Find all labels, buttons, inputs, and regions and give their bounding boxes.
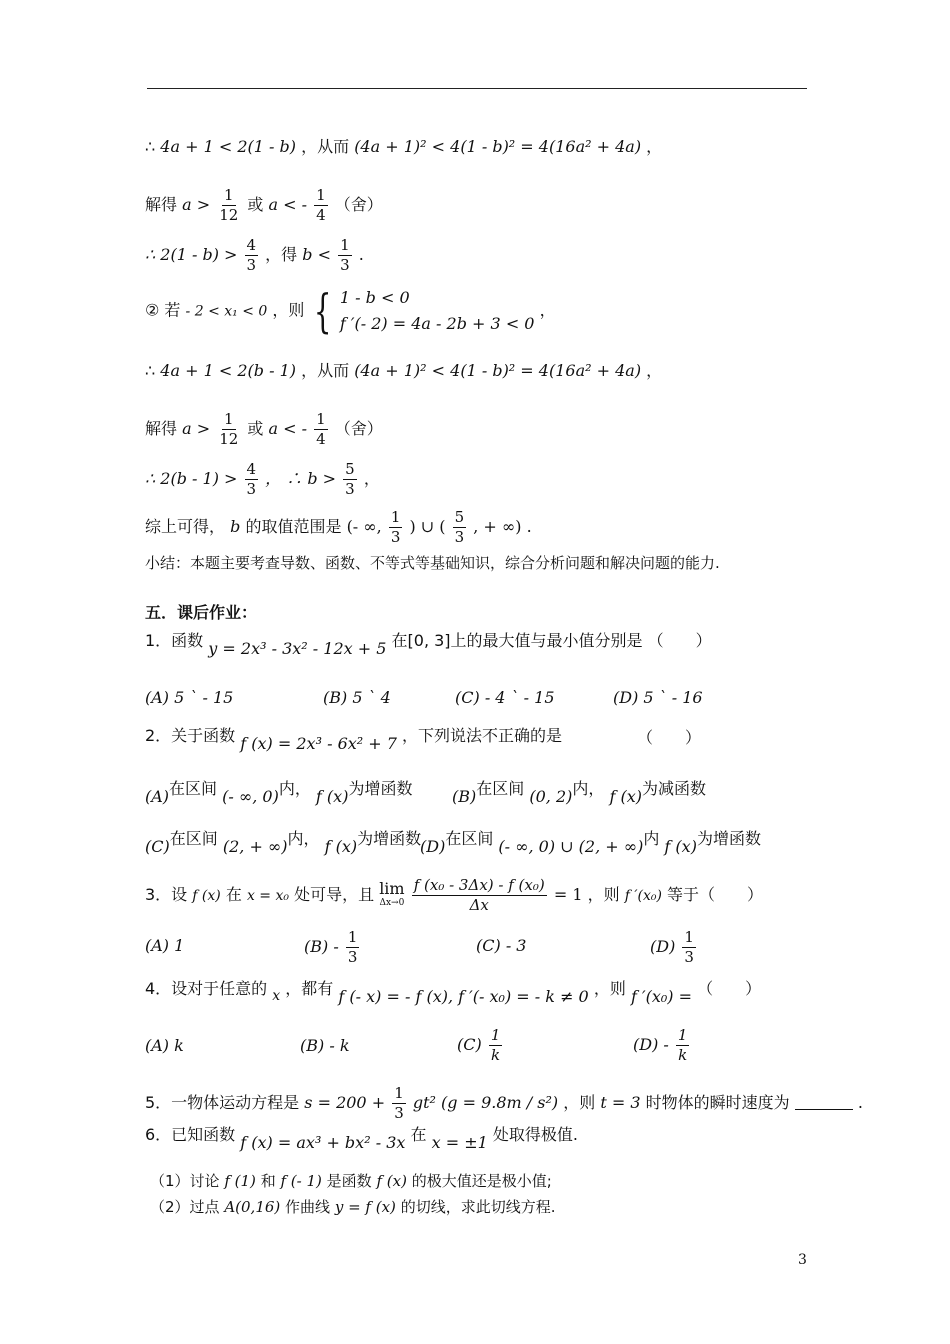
fraction: $\frac{1}{3}$ [340, 236, 350, 274]
left-brace: { [313, 284, 331, 338]
summary-text: 小结：本题主要考查导数、函数、不等式等基础知识，综合分析问题和解决问题的能力. [145, 554, 720, 572]
fraction: $\frac{4}{3}$ [246, 460, 257, 498]
q1-option-c: (C) - 4 ` - 15 [455, 688, 555, 707]
derivation-line-6: 解得 a > $\frac{1}{12}$ 或 a < - $\frac{1}{4}$ （舍） [145, 410, 383, 448]
fraction: $\frac{5}{3}$ [345, 460, 355, 498]
question-6-part-2: （2）过点 A(0,16) 作曲线 y = f (x) 的切线，求此切线方程. [150, 1198, 556, 1216]
fraction: $\frac{1}{4}$ [316, 410, 326, 448]
therefore-symbol: ∴ [145, 137, 161, 156]
fraction: $\frac{1}{12}$ [219, 186, 239, 224]
fraction: $\frac{1}{4}$ [316, 186, 326, 224]
equation-system: 1 - b < 0 f ′(- 2) = 4a - 2b + 3 < 0 [339, 288, 535, 333]
derivation-line-3: ∴ 2(1 - b) > $\frac{4}{3}$ ，得 b < $\frac{1}{3}$ . [145, 236, 364, 274]
q4-option-d: (D) - $\frac{1}{k}$ [633, 1026, 688, 1064]
derivation-line-7: ∴ 2(b - 1) > $\frac{4}{3}$ ， ∴ b > $\frac{5}{3}$ ， [145, 460, 380, 498]
inequality: (4a + 1)² < 4(1 - b)² = 4(16a² + 4a) [354, 137, 642, 156]
question-4: 4．设对于任意的 x ，都有 f (- x) = - f (x), f ′(- x₀) = - k ≠ 0 ，则 f ′(x₀) = （ ） [145, 979, 762, 1006]
question-5: 5．一物体运动方程是 s = 200 + $\frac{1}{3}$ gt² (g = 9.8m / s²) ，则 t = 3 时物体的瞬时速度为 . [145, 1084, 863, 1122]
q3-option-d: (D) $\frac{1}{3}$ [650, 928, 694, 966]
inequality: 4a + 1 < 2(1 - b) [160, 137, 296, 156]
q4-option-c: (C) $\frac{1}{k}$ [457, 1026, 501, 1064]
q2-option-d: (D)在区间 (- ∞, 0) ∪ (2, + ∞)内 f (x)为增函数 [420, 829, 761, 856]
q1-option-d: (D) 5 ` - 16 [613, 688, 703, 707]
derivation-line-5: ∴ 4a + 1 < 2(b - 1) ，从而 (4a + 1)² < 4(1 - b)² = 4(16a² + 4a) ， [145, 361, 663, 380]
difference-quotient: $\frac{\text{f (x₀ - 3Δx) - f (x₀)}}{\Delta x}$ [413, 876, 545, 914]
connector-text: ，从而 [301, 137, 350, 156]
q4-option-a: (A) k [145, 1036, 184, 1055]
fraction: $\frac{4}{3}$ [246, 236, 257, 274]
derivation-line-2: 解得 a > $\frac{1}{12}$ 或 a < - $\frac{1}{4}$ （舍） [145, 186, 383, 224]
conclusion-line: 综上可得， b 的取值范围是 (- ∞, $\frac{1}{3}$ ) ∪ ( $\frac{5}{3}$ , + ∞) . [145, 508, 532, 546]
question-2: 2．关于函数 f (x) = 2x³ - 6x² + 7 ，下列说法不正确的是 [145, 726, 563, 753]
question-6-part-1: （1）讨论 f (1) 和 f (- 1) 是函数 f (x) 的极大值还是极小值; [150, 1172, 552, 1190]
question-6: 6．已知函数 f (x) = ax³ + bx² - 3x 在 x = ±1 处取得极值. [145, 1125, 578, 1152]
fraction: $\frac{5}{3}$ [454, 508, 465, 546]
limit-operator: lim Δx→0 [379, 878, 405, 908]
answer-blank[interactable] [795, 1093, 853, 1110]
derivation-line-1: ∴ 4a + 1 < 2(1 - b) ，从而 (4a + 1)² < 4(1 - b)² = 4(16a² + 4a) ， [145, 137, 663, 156]
section-title: 五．课后作业： [145, 603, 258, 622]
fraction: $\frac{1}{3}$ [390, 508, 401, 546]
q2-option-c: (C)在区间 (2, + ∞)内， f (x)为增函数 [145, 829, 422, 856]
derivation-line-4: ② 若 - 2 < x₁ < 0 ，则 { 1 - b < 0 f ′(- 2) = 4a - 2b + 3 < 0 ， [145, 284, 556, 338]
q1-option-a: (A) 5 ` - 15 [145, 688, 234, 707]
fraction: $\frac{1}{12}$ [219, 410, 239, 448]
q4-option-b: (B) - k [300, 1036, 350, 1055]
q2-option-a: (A)在区间 (- ∞, 0)内， f (x)为增函数 [145, 779, 413, 806]
page-number: 3 [798, 1252, 807, 1268]
header-rule [147, 88, 807, 89]
q1-option-b: (B) 5 ` 4 [323, 688, 391, 707]
question-3: 3．设 f (x) 在 x = x₀ 处可导，且 lim Δx→0 $\frac{\text{f (x₀ - 3Δx) - f (x₀)}}{\Delta x}$ = 1 ，则 f ′(x₀) 等于（ ） [145, 876, 764, 914]
q3-option-b: (B) - $\frac{1}{3}$ [304, 928, 358, 966]
q2-option-b: (B)在区间 (0, 2)内， f (x)为减函数 [452, 779, 707, 806]
question-1: 1．函数 y = 2x³ - 3x² - 12x + 5 在[0, 3]上的最大值与最小值分别是 （ ） [145, 631, 712, 658]
q3-option-c: (C) - 3 [476, 936, 527, 955]
q3-option-a: (A) 1 [145, 936, 185, 955]
q2-answer-paren: （ ） [637, 728, 702, 747]
